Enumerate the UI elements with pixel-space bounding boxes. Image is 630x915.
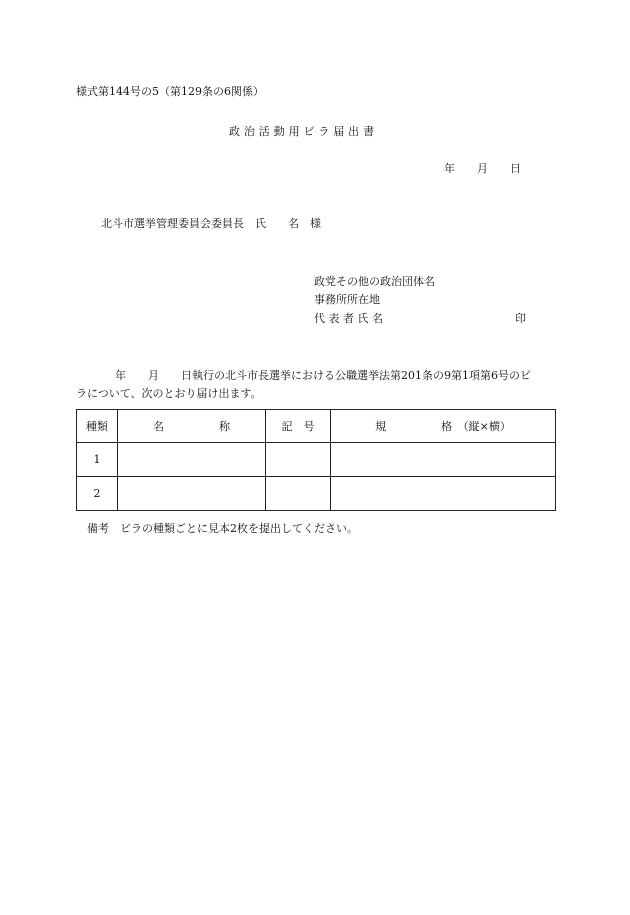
cell-type: 1 [77, 443, 118, 477]
document-title: 政 治 活 動 用 ビ ラ 届 出 書 [229, 125, 375, 138]
cell-size[interactable] [331, 443, 556, 477]
seal-mark: 印 [515, 312, 526, 325]
cell-size[interactable] [331, 477, 556, 511]
form-number: 様式第144号の5（第129条の6関係） [76, 85, 264, 98]
header-symbol: 記 号 [266, 410, 331, 443]
table-row [77, 477, 556, 511]
header-type: 種類 [77, 410, 118, 443]
table-header-row [77, 410, 556, 443]
header-name: 名 称 [118, 410, 266, 443]
cell-type: 2 [77, 477, 118, 511]
remarks-note: 備考 ビラの種類ごとに見本2枚を提出してください。 [87, 522, 358, 535]
cell-symbol[interactable] [266, 443, 331, 477]
date-line: 年 月 日 [444, 162, 521, 175]
office-address-label: 事務所所在地 [314, 293, 380, 306]
body-text-line-1: 年 月 日執行の北斗市長選挙における公職選挙法第201条の9第1項第6号のビ [115, 369, 531, 382]
cell-name[interactable] [118, 477, 266, 511]
flyer-items-table [76, 409, 556, 511]
table-row [77, 443, 556, 477]
org-name-label: 政党その他の政治団体名 [314, 275, 435, 288]
cell-name[interactable] [118, 443, 266, 477]
cell-symbol[interactable] [266, 477, 331, 511]
header-size: 規 格 （縦×横） [331, 410, 556, 443]
body-text-line-2: ラについて、次のとおり届け出ます。 [76, 387, 262, 400]
addressee: 北斗市選挙管理委員会委員長 氏 名 様 [101, 217, 321, 230]
representative-name-label: 代 表 者 氏 名 [314, 312, 383, 325]
